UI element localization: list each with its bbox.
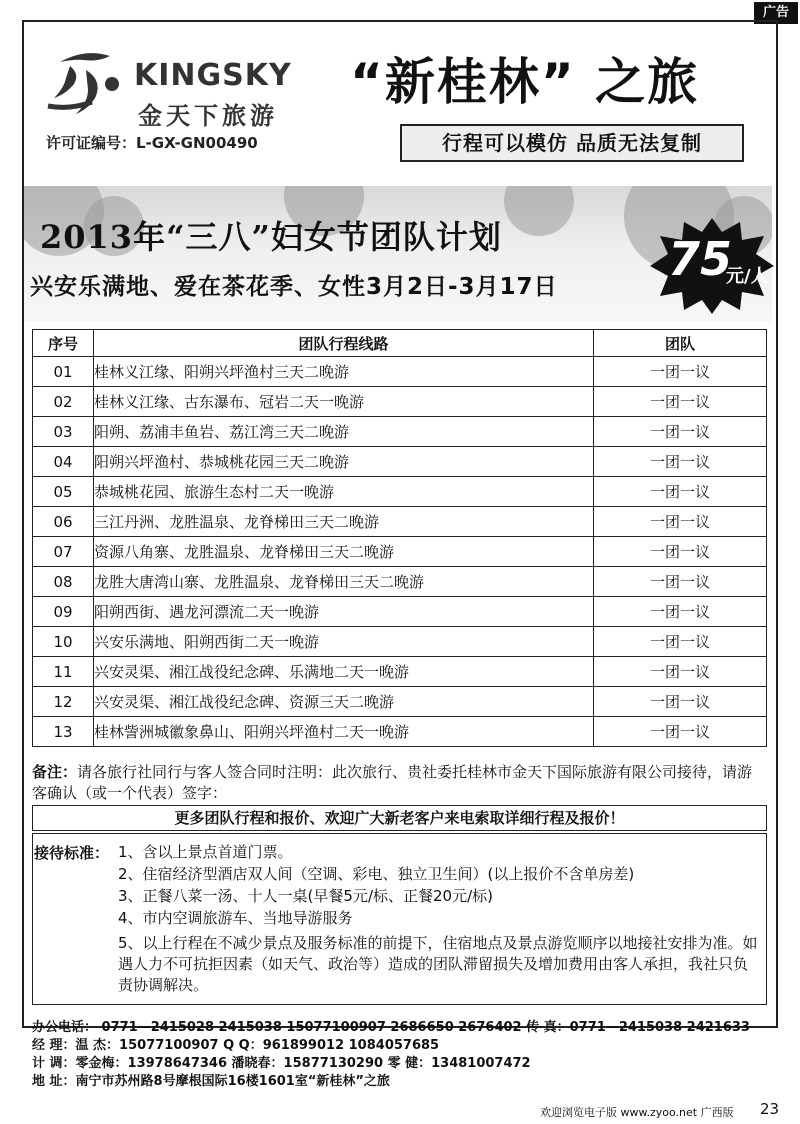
row-route: 桂林义江缘、古东瀑布、冠岩二天一晚游 (94, 387, 594, 417)
price-value: 75 (668, 232, 733, 286)
page-number: 23 (760, 1100, 780, 1118)
row-team: 一团一议 (594, 687, 767, 717)
logo-chinese-name: 金天下旅游 (138, 102, 278, 130)
row-seq: 12 (33, 687, 94, 717)
row-route: 资源八角寨、龙胜温泉、龙脊梯田三天二晚游 (94, 537, 594, 567)
address: 地 址：南宁市苏州路8号摩根国际16楼1601室“新桂林”之旅 (32, 1074, 390, 1089)
table-row (33, 447, 767, 477)
footer-text: 欢迎浏览电子版 www.zyoo.net 广西版 (540, 1106, 734, 1119)
row-seq: 06 (33, 507, 94, 537)
table-row (33, 477, 767, 507)
row-team: 一团一议 (594, 537, 767, 567)
header-team: 团队 (594, 330, 767, 357)
remarks (32, 762, 762, 804)
row-seq: 03 (33, 417, 94, 447)
row-route: 阳朔西街、遇龙河漂流二天一晚游 (94, 597, 594, 627)
manager-contact: 经 理：温 杰：15077100907 Q Q：961899012 1084057685 (32, 1038, 440, 1053)
row-seq: 07 (33, 537, 94, 567)
standard-item: 5、以上行程在不减少景点及服务标准的前提下，住宿地点及景点游览顺序以地接社安排为准。如遇人力不可抗拒因素（如天气、政治等）造成的团队滞留损失及增加费用由客人承担，我社只负责协调解决。 (118, 934, 758, 994)
row-seq: 09 (33, 597, 94, 627)
more-info-banner: 更多团队行程和报价、欢迎广大新老客户来电索取详细行程及报价！ (32, 805, 767, 831)
row-team: 一团一议 (594, 657, 767, 687)
row-route: 恭城桃花园、旅游生态村二天一晚游 (94, 477, 594, 507)
row-seq: 10 (33, 627, 94, 657)
standard-item: 1、含以上景点首道门票。 (118, 843, 293, 861)
row-seq: 04 (33, 447, 94, 477)
subheadline: 兴安乐满地、爱在茶花季、女性3月2日-3月17日 (30, 274, 558, 300)
table-row (33, 357, 767, 387)
row-seq: 01 (33, 357, 94, 387)
row-team: 一团一议 (594, 507, 767, 537)
row-seq: 05 (33, 477, 94, 507)
office-phone: 办公电话： 0771—2415028 2415038 15077100907 2686650 2676402 传 真：0771—2415038 2421633 (32, 1020, 750, 1035)
table-row (33, 657, 767, 687)
table-row (33, 507, 767, 537)
license-number: 许可证编号：L-GX-GN00490 (46, 134, 258, 152)
remarks-text: 请各旅行社同行与客人签合同时注明：此次旅行、贵社委托桂林市金天下国际旅游有限公司接待，请游客确认（或一个代表）签字： (32, 763, 753, 802)
table-row (33, 417, 767, 447)
row-route: 阳朔、荔浦丰鱼岩、荔江湾三天二晚游 (94, 417, 594, 447)
row-team: 一团一议 (594, 477, 767, 507)
row-route: 桂林义江缘、阳朔兴坪渔村三天二晚游 (94, 357, 594, 387)
row-team: 一团一议 (594, 717, 767, 747)
row-seq: 13 (33, 717, 94, 747)
standard-item: 4、市内空调旅游车、当地导游服务 (118, 909, 353, 927)
table-row (33, 387, 767, 417)
row-seq: 08 (33, 567, 94, 597)
service-standards-label: 接待标准： (34, 844, 110, 862)
remarks-label: 备注： (32, 763, 78, 781)
row-route: 桂林訾洲城徽象鼻山、阳朔兴坪渔村二天一晚游 (94, 717, 594, 747)
row-team: 一团一议 (594, 597, 767, 627)
headline: 2013年“三八”妇女节团队计划 (40, 218, 502, 256)
row-team: 一团一议 (594, 387, 767, 417)
table-row (33, 627, 767, 657)
row-route: 阳朔兴坪渔村、恭城桃花园三天二晚游 (94, 447, 594, 477)
row-team: 一团一议 (594, 447, 767, 477)
row-seq: 02 (33, 387, 94, 417)
row-route: 兴安灵渠、湘江战役纪念碑、乐满地二天一晚游 (94, 657, 594, 687)
row-seq: 11 (33, 657, 94, 687)
routes-table (32, 329, 767, 747)
row-route: 龙胜大唐湾山寨、龙胜温泉、龙脊梯田三天二晚游 (94, 567, 594, 597)
logo-english-name: KINGSKY (134, 58, 292, 93)
row-team: 一团一议 (594, 417, 767, 447)
price-unit: 元/人 (726, 266, 769, 287)
table-row (33, 567, 767, 597)
brand-title: “新桂林” 之旅 (350, 53, 700, 111)
kingsky-logo-mark (40, 40, 130, 120)
header-seq: 序号 (33, 330, 94, 357)
ad-tag: 广告 (754, 2, 798, 24)
table-row (33, 717, 767, 747)
table-row (33, 687, 767, 717)
flower-decoration (504, 186, 574, 236)
row-route: 兴安灵渠、湘江战役纪念碑、资源三天二晚游 (94, 687, 594, 717)
row-route: 兴安乐满地、阳朔西街二天一晚游 (94, 627, 594, 657)
standard-item: 3、正餐八菜一汤、十人一桌(早餐5元/标、正餐20元/标) (118, 887, 493, 905)
row-team: 一团一议 (594, 567, 767, 597)
row-route: 三江丹洲、龙胜温泉、龙脊梯田三天二晚游 (94, 507, 594, 537)
table-header-row (33, 330, 767, 357)
planner-contact: 计 调：零金梅：13978647346 潘晓春：15877130290 零 健：13481007472 (32, 1056, 531, 1071)
table-row (33, 597, 767, 627)
table-row (33, 537, 767, 567)
header-route: 团队行程线路 (94, 330, 594, 357)
row-team: 一团一议 (594, 627, 767, 657)
row-team: 一团一议 (594, 357, 767, 387)
slogan-box: 行程可以模仿 品质无法复制 (400, 124, 744, 162)
standard-item: 2、住宿经济型酒店双人间（空调、彩电、独立卫生间）(以上报价不含单房差) (118, 865, 635, 883)
